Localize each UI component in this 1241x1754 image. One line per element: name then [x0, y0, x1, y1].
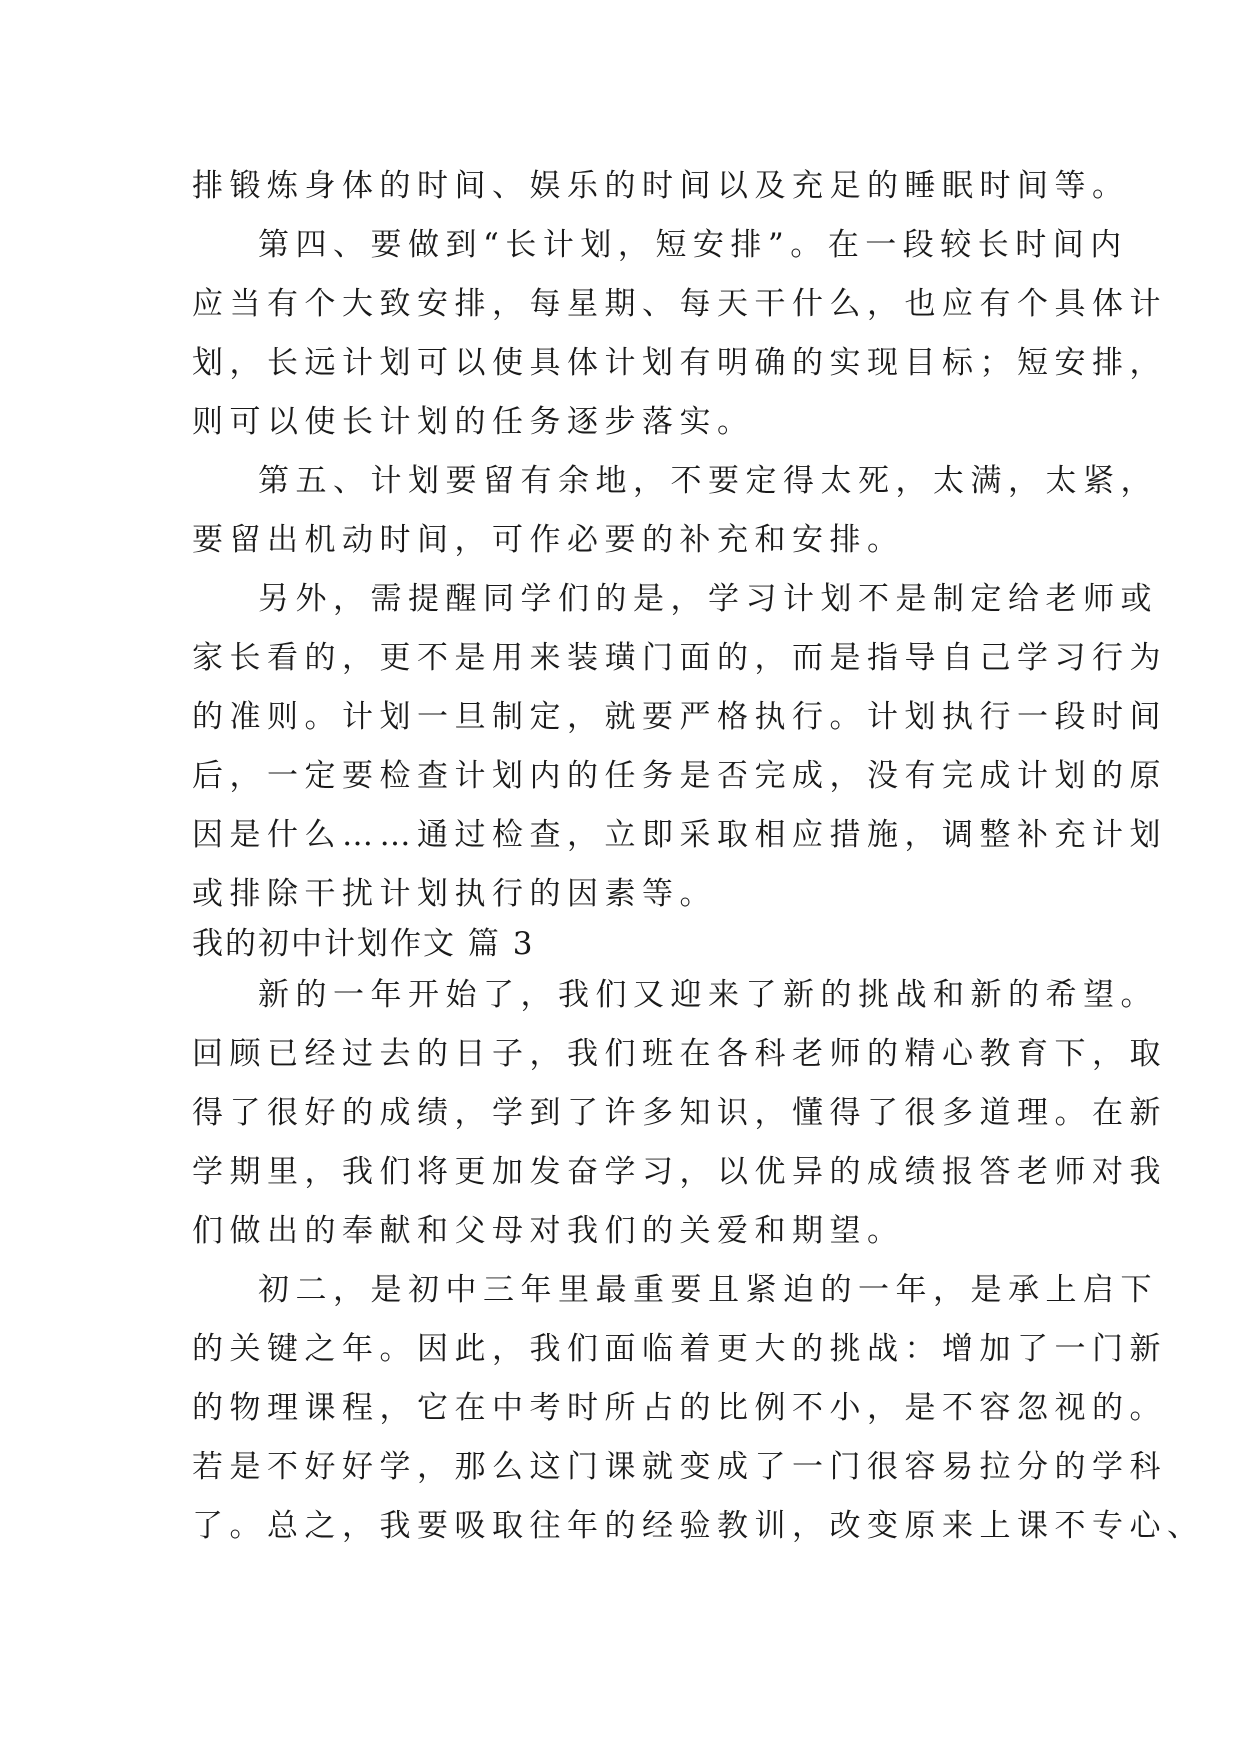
paragraph-line: 家长看的，更不是用来装璜门面的，而是指导自己学习行为: [192, 640, 1167, 676]
paragraph-line: 的物理课程，它在中考时所占的比例不小，是不容忽视的。: [192, 1390, 1167, 1426]
paragraph-line: 新的一年开始了，我们又迎来了新的挑战和新的希望。: [258, 977, 1158, 1013]
paragraph-line: 了。总之，我要吸取往年的经验教训，改变原来上课不专心、: [192, 1508, 1205, 1544]
paragraph-line: 另外，需提醒同学们的是，学习计划不是制定给老师或: [258, 581, 1158, 617]
paragraph-line: 的准则。计划一旦制定，就要严格执行。计划执行一段时间: [192, 699, 1167, 735]
section-heading: 我的初中计划作文 篇 3: [192, 926, 535, 962]
paragraph-line: 应当有个大致安排，每星期、每天干什么，也应有个具体计: [192, 286, 1167, 322]
paragraph-line: 的关键之年。因此，我们面临着更大的挑战：增加了一门新: [192, 1331, 1167, 1367]
paragraph-line: 第五、计划要留有余地，不要定得太死，太满，太紧，: [258, 463, 1158, 499]
paragraph-line: 要留出机动时间，可作必要的补充和安排。: [192, 522, 905, 558]
paragraph-line: 们做出的奉献和父母对我们的关爱和期望。: [192, 1213, 905, 1249]
paragraph-line: 得了很好的成绩，学到了许多知识，懂得了很多道理。在新: [192, 1095, 1167, 1131]
paragraph-line: 排锻炼身体的时间、娱乐的时间以及充足的睡眠时间等。: [192, 168, 1130, 204]
paragraph-line: 因是什么……通过检查，立即采取相应措施，调整补充计划: [192, 817, 1167, 853]
paragraph-line: 后，一定要检查计划内的任务是否完成，没有完成计划的原: [192, 758, 1167, 794]
paragraph-line: 学期里，我们将更加发奋学习，以优异的成绩报答老师对我: [192, 1154, 1167, 1190]
paragraph-line: 若是不好好学，那么这门课就变成了一门很容易拉分的学科: [192, 1449, 1167, 1485]
paragraph-line: 划，长远计划可以使具体计划有明确的实现目标；短安排，: [192, 345, 1167, 381]
paragraph-line: 回顾已经过去的日子，我们班在各科老师的精心教育下，取: [192, 1036, 1167, 1072]
paragraph-line: 或排除干扰计划执行的因素等。: [192, 876, 717, 912]
paragraph-line: 初二，是初中三年里最重要且紧迫的一年，是承上启下: [258, 1272, 1158, 1308]
paragraph-line: 则可以使长计划的任务逐步落实。: [192, 404, 755, 440]
paragraph-line: 第四、要做到“长计划，短安排”。在一段较长时间内: [258, 227, 1128, 263]
